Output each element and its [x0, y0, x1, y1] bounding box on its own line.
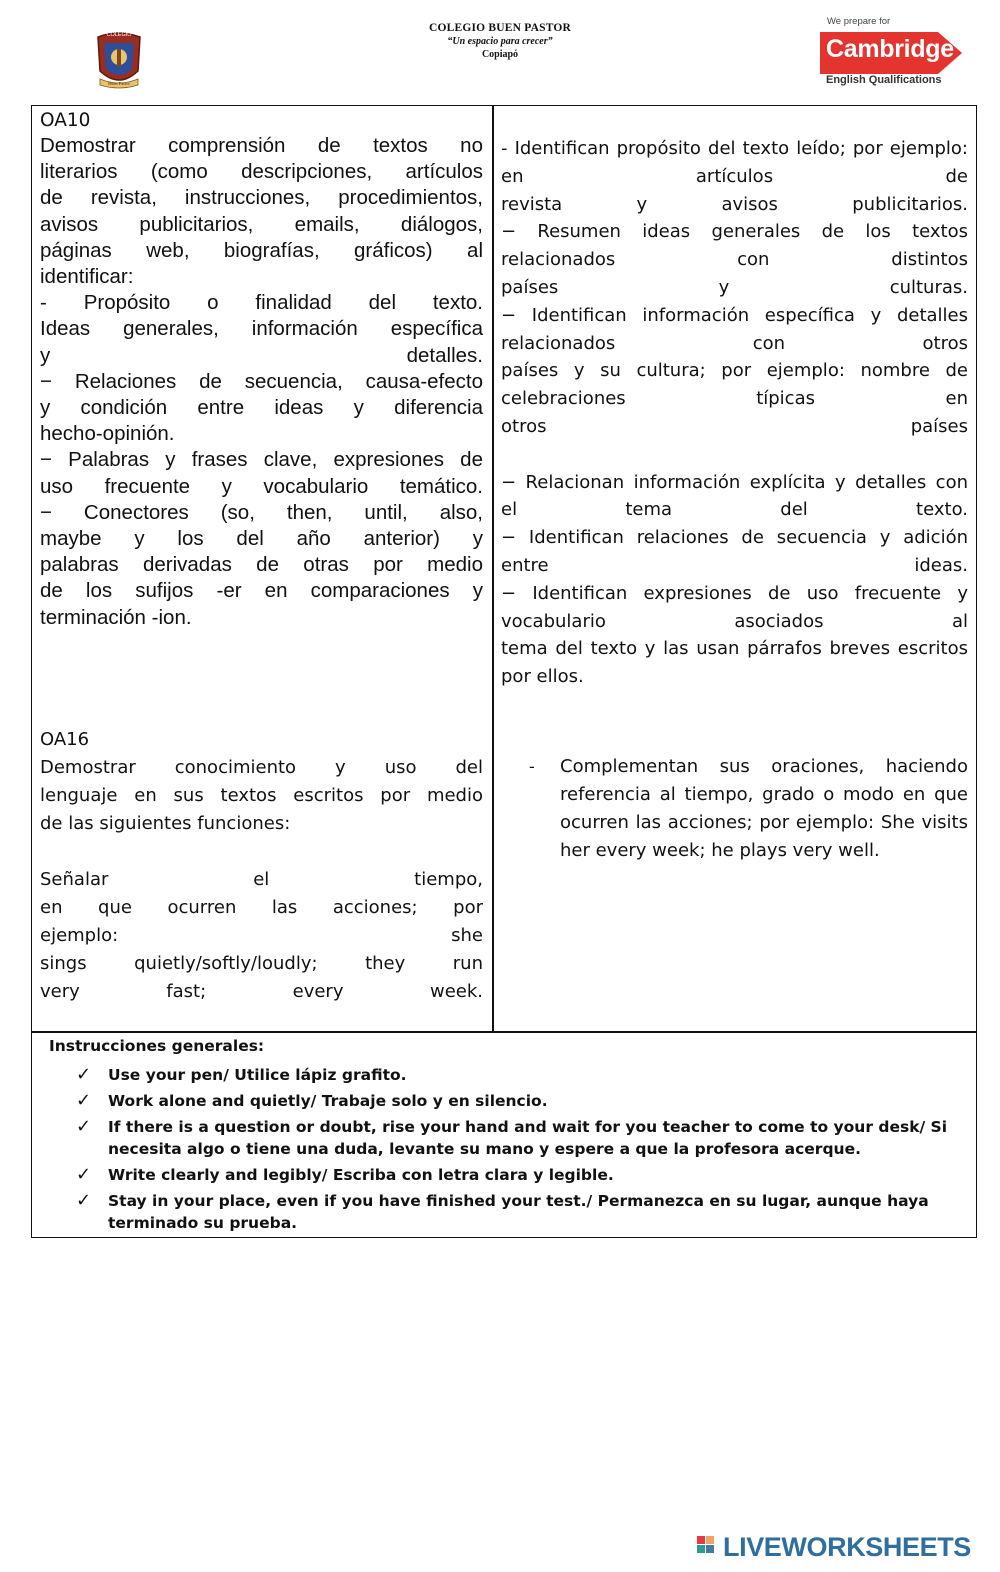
- text-line: her every week; he plays very well.: [560, 840, 880, 861]
- logo-square-icon: [706, 1545, 714, 1553]
- instruction-item: [49, 1064, 969, 1086]
- cambridge-wordmark: Cambridge: [826, 35, 954, 63]
- text-line: de las siguientes funciones:: [40, 813, 291, 834]
- text-line: países y culturas.: [501, 276, 968, 298]
- text-line: - Identifican propósito del texto leído; por ejemplo:: [501, 138, 968, 159]
- oa16-bullet: -: [529, 757, 535, 776]
- cambridge-prepare-text: We prepare for: [827, 16, 891, 27]
- text-line: Demostrar conocimiento y uso del: [40, 757, 483, 778]
- text-line: literarios (como descripciones, artículos: [40, 160, 483, 184]
- text-line: en que ocurren las acciones; por: [40, 897, 483, 918]
- text-line: − Relaciones de secuencia, causa-efecto: [40, 369, 483, 393]
- oa16-indicators-cell: [501, 753, 968, 865]
- text-line: maybe y los del año anterior) y: [40, 527, 483, 551]
- text-line: entre ideas.: [501, 554, 968, 576]
- liveworksheets-wordmark: LIVEWORKSHEETS: [723, 1532, 971, 1562]
- text-line: identificar:: [40, 265, 134, 289]
- text-line: ocurren las acciones; por ejemplo: She visits: [560, 812, 968, 833]
- school-city: Copiapó: [481, 49, 519, 60]
- instruction-item: [49, 1164, 969, 1186]
- checkmark-icon: ✓: [76, 1090, 92, 1111]
- instructions-list: [49, 1064, 969, 1234]
- text-line: uso frecuente y vocabulario temático.: [40, 474, 483, 498]
- text-line: celebraciones típicas en: [501, 388, 968, 410]
- instruction-text: Use your pen/ Utilice lápiz grafito.: [108, 1066, 407, 1084]
- text-line: - Propósito o finalidad del texto.: [40, 291, 483, 315]
- text-line: relacionados con otros: [501, 332, 968, 354]
- text-line: [40, 838, 483, 866]
- logo-square-icon: [706, 1536, 714, 1544]
- text-line: relacionados con distintos: [501, 249, 968, 271]
- instruction-item: [49, 1090, 969, 1112]
- school-motto: “Un espacio para crecer”: [447, 36, 553, 47]
- text-line: − Identifican expresiones de uso frecuente y: [501, 582, 968, 604]
- text-line: por ellos.: [501, 666, 584, 688]
- text-line: en artículos de: [501, 165, 968, 187]
- text-line: tema del texto y las usan párrafos breves escritos: [501, 638, 968, 660]
- cambridge-logo: [820, 14, 970, 90]
- text-line: − Palabras y frases clave, expresiones de: [40, 448, 483, 472]
- text-line: y condición entre ideas y diferencia: [40, 396, 483, 420]
- text-line: lenguaje en sus textos escritos por medio: [40, 785, 483, 806]
- text-line: revista y avisos publicitarios.: [501, 193, 968, 215]
- text-line: referencia al tiempo, grado o modo en que: [560, 784, 968, 805]
- school-crest-logo: [94, 27, 144, 91]
- oa16-code: OA16: [40, 729, 90, 750]
- svg-text:Buen Pastor: Buen Pastor: [108, 81, 130, 86]
- general-instructions: [49, 1034, 969, 1234]
- table-column-divider: [492, 105, 494, 1032]
- text-line: ejemplo: she: [40, 925, 483, 946]
- instructions-title: Instrucciones generales:: [49, 1037, 265, 1055]
- table-row-divider: [31, 1031, 977, 1033]
- text-line: avisos publicitarios, emails, diálogos,: [40, 212, 483, 236]
- text-line: páginas web, biografías, gráficos) al: [40, 238, 483, 262]
- oa10-code: OA10: [40, 110, 91, 131]
- text-line: hecho-opinión.: [40, 422, 175, 446]
- oa10-indicators-text: [501, 135, 968, 691]
- text-line: palabras derivadas de otras por medio: [40, 553, 483, 577]
- svg-text:COLEGIO: COLEGIO: [106, 32, 132, 38]
- instruction-text: Work alone and quietly/ Trabaje solo y en silencio.: [108, 1092, 548, 1110]
- checkmark-icon: ✓: [76, 1190, 92, 1211]
- text-line: − Identifican relaciones de secuencia y adición: [501, 527, 968, 549]
- school-info: [380, 22, 620, 61]
- text-line: de revista, instrucciones, procedimientos,: [40, 186, 483, 210]
- liveworksheets-logo: [695, 1532, 995, 1562]
- instruction-item: [49, 1190, 969, 1234]
- text-line: Señalar el tiempo,: [40, 869, 483, 890]
- page-header: [0, 0, 1000, 100]
- text-line: − Identifican información específica y detalles: [501, 304, 968, 326]
- text-line: sings quietly/softly/loudly; they run: [40, 953, 483, 974]
- text-line: de los sufijos -er en comparaciones y: [40, 579, 483, 603]
- text-line: vocabulario asociados al: [501, 610, 968, 632]
- text-line: Demostrar comprensión de textos no: [40, 134, 483, 157]
- checkmark-icon: ✓: [76, 1164, 92, 1185]
- text-line: otros países: [501, 415, 968, 437]
- text-line: el tema del texto.: [501, 499, 968, 521]
- instruction-text: Stay in your place, even if you have finished your test./ Permanezca en su lugar, aunque haya terminado su prueba.: [108, 1192, 929, 1232]
- text-line: Ideas generales, información específica: [40, 317, 483, 341]
- oa10-objective-cell: [40, 109, 483, 631]
- logo-square-icon: [697, 1545, 705, 1553]
- oa16-indicators-text: [560, 753, 968, 865]
- text-line: terminación -ion.: [40, 605, 192, 629]
- text-line: very fast; every week.: [40, 981, 483, 1002]
- cambridge-subtitle: English Qualifications: [826, 74, 942, 86]
- text-line: y detalles.: [40, 343, 483, 367]
- checkmark-icon: ✓: [76, 1116, 92, 1137]
- text-line: − Relacionan información explícita y detalles con: [501, 471, 968, 493]
- instruction-text: If there is a question or doubt, rise your hand and wait for you teacher to come to your desk/ Si necesita algo o tiene una duda, levante su mano y espere a que la profesora acerque.: [108, 1118, 948, 1158]
- logo-square-icon: [697, 1536, 705, 1544]
- checkmark-icon: ✓: [76, 1064, 92, 1085]
- text-line: países y su cultura; por ejemplo: nombre de: [501, 360, 968, 382]
- school-name: COLEGIO BUEN PASTOR: [428, 22, 572, 34]
- oa16-text: [40, 754, 483, 1006]
- oa10-indicators-cell: [501, 135, 968, 691]
- instruction-text: Write clearly and legibly/ Escriba con letra clara y legible.: [108, 1166, 614, 1184]
- instruction-item: [49, 1116, 969, 1160]
- text-line: − Resumen ideas generales de los textos: [501, 221, 968, 243]
- oa16-objective-cell: [40, 726, 483, 1006]
- text-line: Complementan sus oraciones, haciendo: [560, 756, 968, 777]
- text-line: − Conectores (so, then, until, also,: [40, 500, 483, 524]
- oa10-text: [40, 133, 483, 631]
- text-line: [501, 441, 968, 469]
